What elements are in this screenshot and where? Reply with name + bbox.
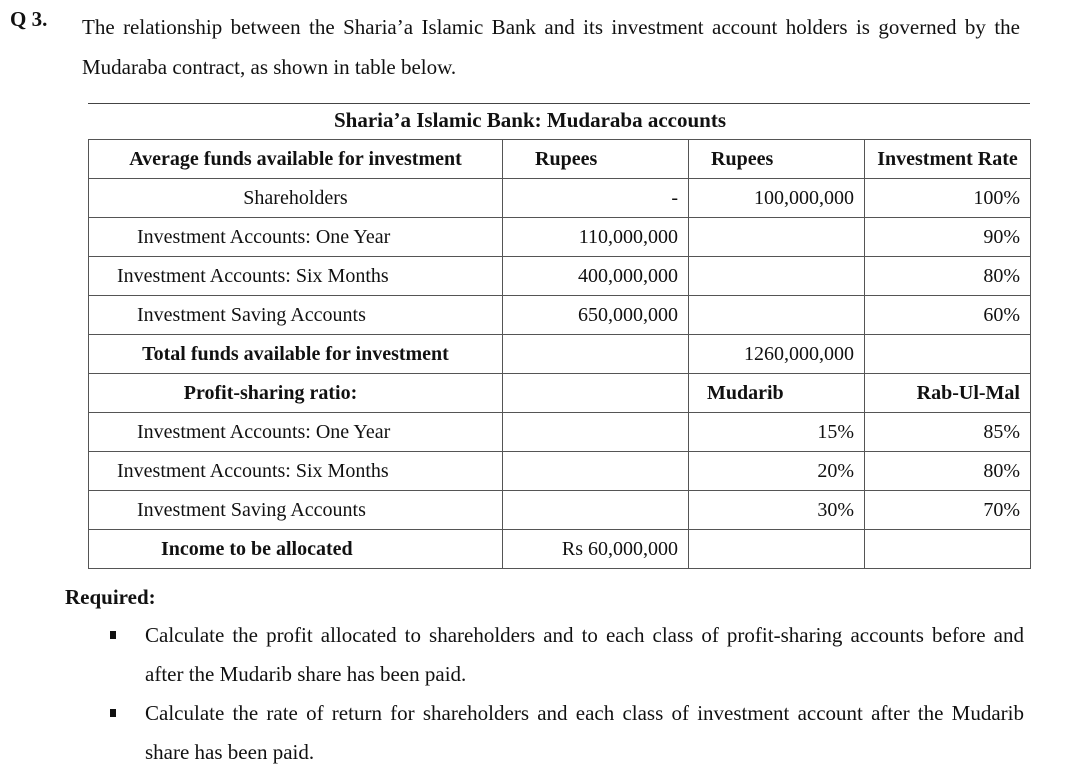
table-title: Sharia’a Islamic Bank: Mudaraba accounts (333, 108, 727, 132)
header-rupees-2: Rupees (689, 140, 865, 179)
total-label: Total funds available for investment (89, 335, 503, 374)
ratio-mudarib: 30% (689, 491, 865, 530)
table-row (89, 296, 1031, 335)
ratio-rab-ul-mal: 70% (865, 491, 1031, 530)
required-list (100, 616, 1024, 772)
table-top-rule (88, 103, 1030, 104)
square-bullet-icon (110, 709, 116, 717)
table-row (89, 218, 1031, 257)
ratio-rab-ul-mal: 85% (865, 413, 1031, 452)
ratio-rab-ul-mal: 80% (865, 452, 1031, 491)
header-rupees-1: Rupees (503, 140, 689, 179)
table-row (89, 179, 1031, 218)
ratio-header-row (89, 374, 1031, 413)
required-item (100, 616, 1024, 694)
row-rate: 60% (865, 296, 1031, 335)
ratio-empty (503, 452, 689, 491)
question-text: The relationship between the Sharia’a Islamic Bank and its investment account holders is governed by the Mudaraba contract, as shown in table below. (82, 15, 1020, 79)
row-rupees-1: 650,000,000 (503, 296, 689, 335)
row-rupees-1: 110,000,000 (503, 218, 689, 257)
total-row (89, 335, 1031, 374)
required-item-text: Calculate the rate of return for shareholders and each class of investment account after the Mudarib share has been paid. (145, 701, 1024, 764)
ratio-label: Investment Saving Accounts (89, 491, 503, 530)
total-value: 1260,000,000 (689, 335, 865, 374)
total-empty-rate (865, 335, 1031, 374)
ratio-header-mudarib: Mudarib (689, 374, 865, 413)
income-value: Rs 60,000,000 (503, 530, 689, 569)
ratio-header-label: Profit-sharing ratio: (89, 374, 503, 413)
row-rate: 80% (865, 257, 1031, 296)
table-row (89, 257, 1031, 296)
ratio-row (89, 452, 1031, 491)
ratio-row (89, 413, 1031, 452)
required-heading: Required: (65, 585, 156, 609)
ratio-row (89, 491, 1031, 530)
mudaraba-table (88, 139, 1031, 569)
header-investment-rate: Investment Rate (865, 140, 1031, 179)
row-rupees-2 (689, 296, 865, 335)
ratio-label: Investment Accounts: One Year (89, 413, 503, 452)
ratio-label: Investment Accounts: Six Months (89, 452, 503, 491)
row-label: Investment Saving Accounts (89, 296, 503, 335)
income-row (89, 530, 1031, 569)
ratio-header-empty (503, 374, 689, 413)
row-rate: 90% (865, 218, 1031, 257)
row-rupees-2 (689, 218, 865, 257)
ratio-empty (503, 491, 689, 530)
square-bullet-icon (110, 631, 116, 639)
required-item (100, 694, 1024, 772)
row-rupees-2 (689, 257, 865, 296)
row-rate: 100% (865, 179, 1031, 218)
income-empty (689, 530, 865, 569)
required-item-text: Calculate the profit allocated to shareholders and to each class of profit-sharing accounts before and after the Mudarib share has been paid. (145, 623, 1024, 686)
row-label: Shareholders (89, 179, 503, 218)
table-header-row (89, 140, 1031, 179)
row-label: Investment Accounts: One Year (89, 218, 503, 257)
ratio-empty (503, 413, 689, 452)
income-empty-rate (865, 530, 1031, 569)
row-label: Investment Accounts: Six Months (89, 257, 503, 296)
row-rupees-1: 400,000,000 (503, 257, 689, 296)
question-number: Q 3. (10, 7, 48, 31)
total-empty (503, 335, 689, 374)
row-rupees-1: - (503, 179, 689, 218)
ratio-mudarib: 20% (689, 452, 865, 491)
ratio-header-rab-ul-mal: Rab-Ul-Mal (865, 374, 1031, 413)
row-rupees-2: 100,000,000 (689, 179, 865, 218)
income-label: Income to be allocated (89, 530, 503, 569)
ratio-mudarib: 15% (689, 413, 865, 452)
header-average-funds: Average funds available for investment (89, 140, 503, 179)
